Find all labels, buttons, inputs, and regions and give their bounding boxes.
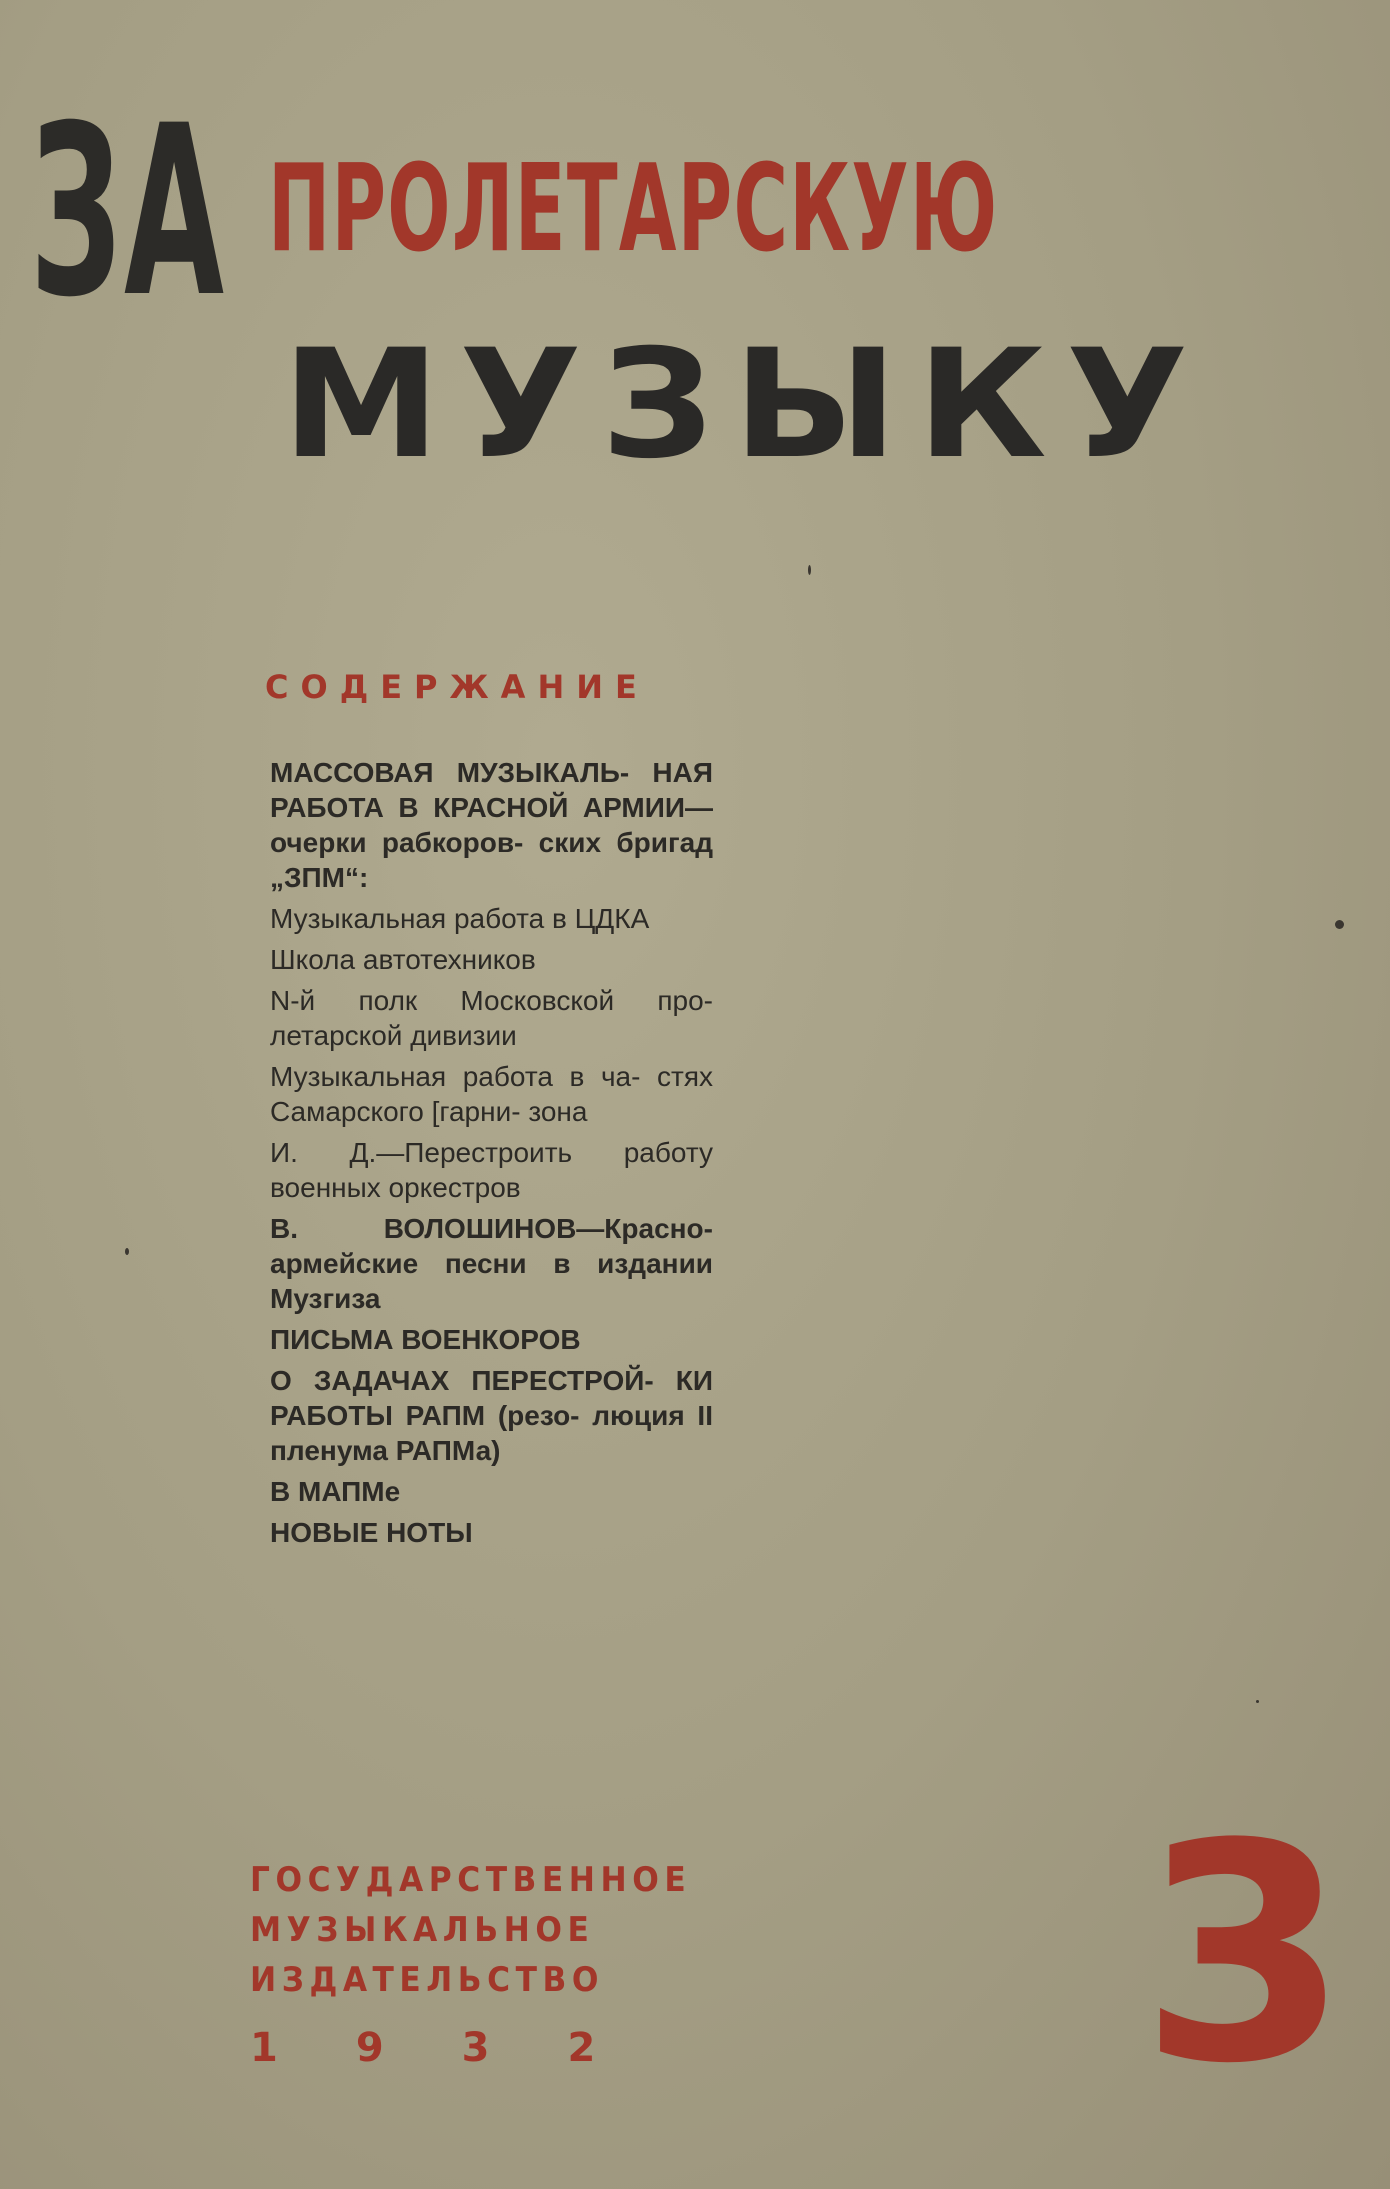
table-of-contents	[270, 755, 713, 1556]
paper-speck	[808, 565, 811, 575]
paper-speck	[125, 1248, 129, 1255]
publisher-line: ИЗДАТЕЛЬСТВО	[250, 1960, 604, 2000]
publication-year: 1932	[250, 2025, 674, 2071]
issue-number: 3	[1140, 1780, 1349, 2129]
toc-entry: N-й полк Московской про- летарской дивизии	[270, 985, 713, 1051]
toc-entry: В. ВОЛОШИНОВ—Красно- армейские песни в издании Музгиза	[270, 1213, 713, 1314]
toc-entry: МАССОВАЯ МУЗЫКАЛЬ- НАЯ РАБОТА В КРАСНОЙ АРМИИ—очерки рабкоров- ских бригад „ЗПМ“:	[270, 757, 713, 893]
toc-entry: Музыкальная работа в ча- стях Самарского [гарни- зона	[270, 1061, 713, 1127]
toc-entry: ПИСЬМА ВОЕНКОРОВ	[270, 1324, 581, 1355]
publisher-name	[250, 1855, 730, 2005]
publisher-line: МУЗЫКАЛЬНОЕ	[250, 1910, 595, 1950]
masthead-music: МУЗЫКУ	[282, 318, 1208, 492]
publisher-line: ГОСУДАРСТВЕННОЕ	[250, 1860, 692, 1900]
toc-entry: В МАПМе	[270, 1476, 401, 1507]
toc-entry: И. Д.—Перестроить работу военных оркестров	[270, 1137, 713, 1203]
toc-entry: Школа автотехников	[270, 944, 536, 975]
masthead-proletarian: ПРОЛЕТАРСКУЮ	[268, 140, 999, 279]
paper-speck	[1335, 920, 1344, 929]
masthead-za: ЗА	[30, 76, 227, 349]
contents-heading: СОДЕРЖАНИЕ	[265, 668, 649, 706]
toc-entry: НОВЫЕ НОТЫ	[270, 1517, 473, 1548]
toc-entry: Музыкальная работа в ЦДКА	[270, 903, 650, 934]
paper-speck	[1256, 1700, 1259, 1703]
toc-entry: О ЗАДАЧАХ ПЕРЕСТРОЙ- КИ РАБОТЫ РАПМ (резо- люция II пленума РАПМа)	[270, 1365, 713, 1466]
